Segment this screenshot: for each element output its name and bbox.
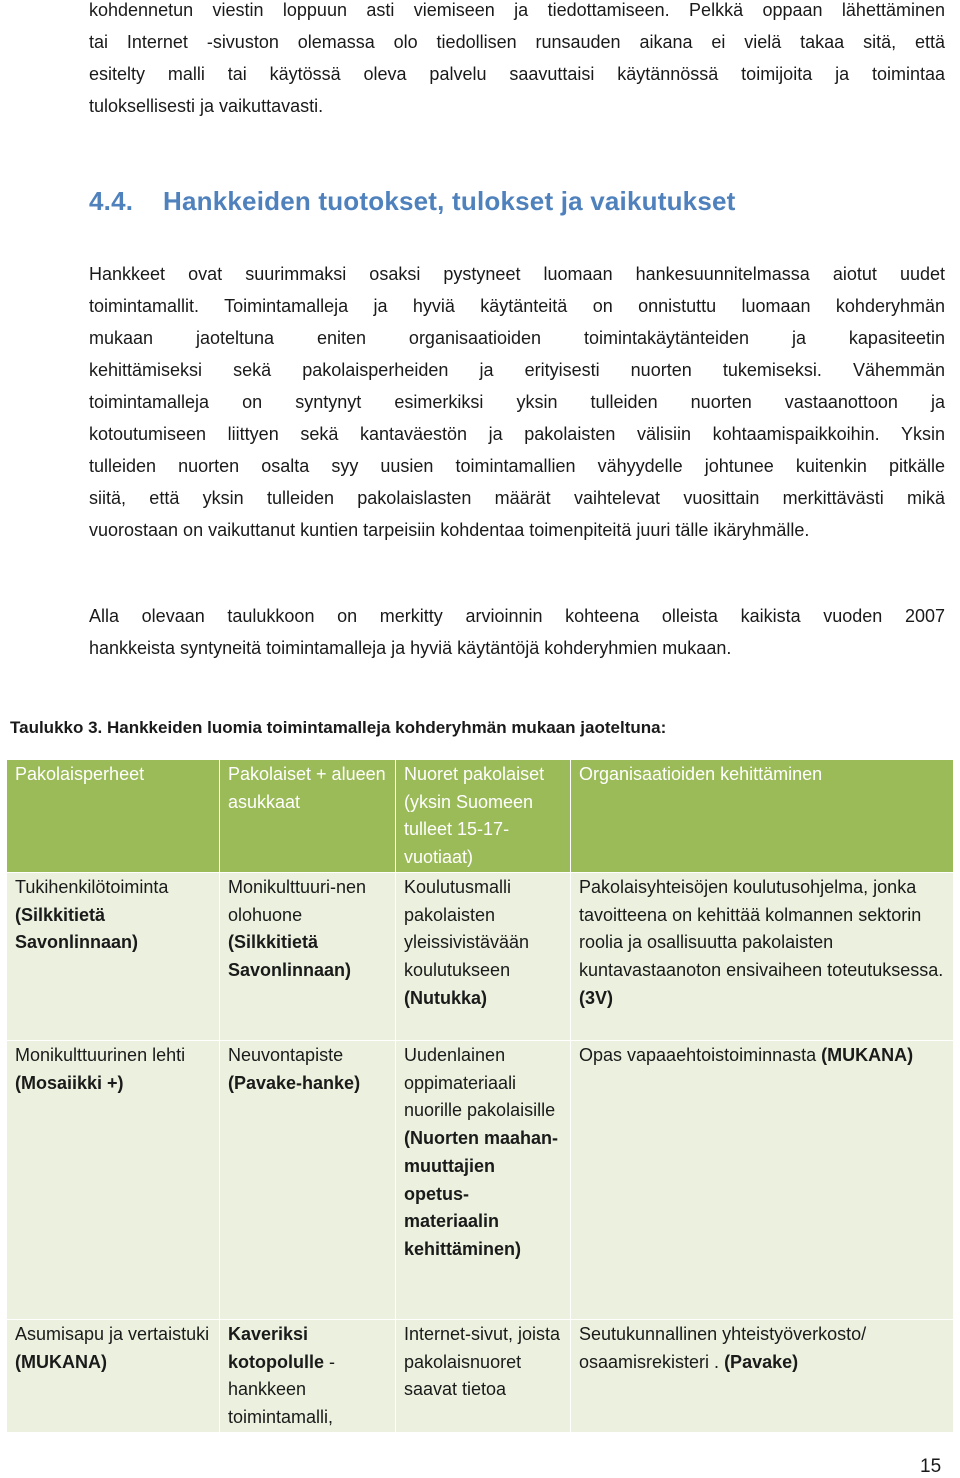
header-cell: Nuoret pakolaiset (yksin Suomeen tulleet 15-17-vuotiaat): [396, 760, 571, 873]
header-cell: Pakolaisperheet: [7, 760, 220, 873]
table-cell: [7, 873, 220, 1041]
cell-project: (3V): [579, 987, 614, 1008]
cell-text: Neuvontapiste: [228, 1045, 344, 1065]
cell-project: (Nuorten maahan-muuttajien opetus-materiaalin kehittäminen): [404, 1128, 559, 1259]
text-line: mukaan jaoteltuna eniten organisaatioiden toimintakäytänteiden ja kapasiteetin: [89, 328, 945, 348]
table-row: [7, 1320, 954, 1433]
cell-project: (Nutukka): [404, 987, 488, 1008]
table-cell: [571, 1320, 954, 1433]
header-cell: Pakolaiset + alueen asukkaat: [220, 760, 396, 873]
cell-text: Uudenlainen oppimateriaali nuorille pakolaisille: [404, 1045, 556, 1121]
cell-text: Pakolaisyhteisöjen koulutusohjelma, jonka tavoitteena on kehittää kolmannen sektorin roolia ja osallisuutta pakolaisten kuntavastaanoton ensivaiheen toteutuksessa.: [579, 877, 944, 981]
body-paragraph: [89, 258, 945, 546]
cell-text: Asumisapu ja vertaistuki: [15, 1324, 210, 1344]
cell-project: (Silkkitietä Savonlinnaan): [15, 904, 139, 953]
cell-text: Monikulttuurinen lehti: [15, 1045, 186, 1065]
section-number: 4.4.: [89, 186, 134, 216]
text-line: tuloksellisesti ja vaikuttavasti.: [89, 96, 324, 116]
text-line: tulleiden nuorten osalta syy uusien toimintamallien vähyydelle johtunee kuitenkin pitkälle: [89, 456, 945, 476]
text-line: kohdennetun viestin loppuun asti viemiseen ja tiedottamiseen. Pelkkä oppaan lähettäminen: [89, 0, 945, 20]
text-line: siitä, että yksin tulleiden pakolaislasten määrät vaihtelevat vuosittain merkittävästi mikä: [89, 488, 945, 508]
table-cell: [220, 1320, 396, 1433]
cell-text: Internet-sivut, joista pakolaisnuoret saavat tietoa: [404, 1324, 561, 1400]
cell-project: (MUKANA): [821, 1045, 914, 1065]
table-cell: [396, 1320, 571, 1433]
table-cell: [571, 1041, 954, 1320]
cell-text: Monikulttuuri-nen olohuone: [228, 877, 367, 925]
intro-paragraph: [89, 0, 945, 122]
table-cell: [571, 873, 954, 1041]
table-caption: Taulukko 3. Hankkeiden luomia toimintamalleja kohderyhmän mukaan jaoteltuna:: [10, 718, 667, 737]
cell-project: (Mosaiikki +): [15, 1072, 124, 1093]
practices-table: [6, 759, 954, 1433]
cell-project: (Pavake): [724, 1351, 799, 1372]
table-row: [7, 873, 954, 1041]
table-row: [7, 1041, 954, 1320]
text-line: Hankkeet ovat suurimmaksi osaksi pystyneet luomaan hankesuunnitelmassa aiotut uudet: [89, 264, 945, 284]
text-line: tai Internet -sivuston olemassa olo tiedollisen runsauden aikana ei vielä takaa sitä, että: [89, 32, 945, 52]
cell-project: (MUKANA): [15, 1351, 107, 1372]
table-header-row: [7, 760, 954, 873]
cell-text: Tukihenkilötoiminta: [15, 877, 169, 897]
cell-project: (Silkkitietä Savonlinnaan): [228, 932, 352, 981]
text-line: kehittämiseksi sekä pakolaisperheiden ja erityisesti nuorten tukemiseksi. Vähemmän: [89, 360, 945, 380]
cell-text: - hankkeen toimintamalli,: [228, 1351, 336, 1428]
section-title: Hankkeiden tuotokset, tulokset ja vaikutukset: [163, 186, 736, 216]
table-cell: [220, 1041, 396, 1320]
text-line: kotoutumiseen liittyen sekä kantaväestön ja pakolaisten välisiin kohtaamispaikkoihin. Yksin: [89, 424, 945, 444]
table-cell: [7, 1320, 220, 1433]
text-line: toimintamallit. Toimintamalleja ja hyviä käytänteitä on onnistuttu luomaan kohderyhmän: [89, 296, 945, 316]
section-heading: [89, 186, 736, 217]
text-line: Alla olevaan taulukkoon on merkitty arvioinnin kohteena olleista kaikista vuoden 2007: [89, 606, 945, 626]
cell-project: (Pavake-hanke): [228, 1072, 361, 1093]
cell-text: Opas vapaaehtoistoiminnasta: [579, 1045, 817, 1065]
table-cell: [220, 873, 396, 1041]
cell-text: Seutukunnallinen yhteistyöverkosto/ osaamisrekisteri .: [579, 1324, 867, 1372]
table-cell: [396, 1041, 571, 1320]
table-cell: [7, 1041, 220, 1320]
cell-text: Koulutusmalli pakolaisten yleissivistävään koulutukseen: [404, 877, 530, 981]
header-cell: Organisaatioiden kehittäminen: [571, 760, 954, 873]
text-line: hankkeista syntyneitä toimintamalleja ja hyviä käytäntöjä kohderyhmien mukaan.: [89, 638, 732, 658]
table-intro-paragraph: [89, 600, 945, 664]
table-cell: [396, 873, 571, 1041]
text-line: vuorostaan on vaikuttanut kuntien tarpeisiin kohdentaa toimenpiteitä juuri tälle ikäryhmälle.: [89, 520, 810, 540]
page-number: 15: [920, 1456, 942, 1477]
cell-project: Kaveriksi kotopolulle: [228, 1324, 324, 1372]
text-line: esitelty malli tai käytössä oleva palvelu saavuttaisi käytännössä toimijoita ja toimintaa: [89, 64, 945, 84]
text-line: toimintamalleja on syntynyt esimerkiksi yksin tulleiden nuorten vastaanottoon ja: [89, 392, 945, 412]
